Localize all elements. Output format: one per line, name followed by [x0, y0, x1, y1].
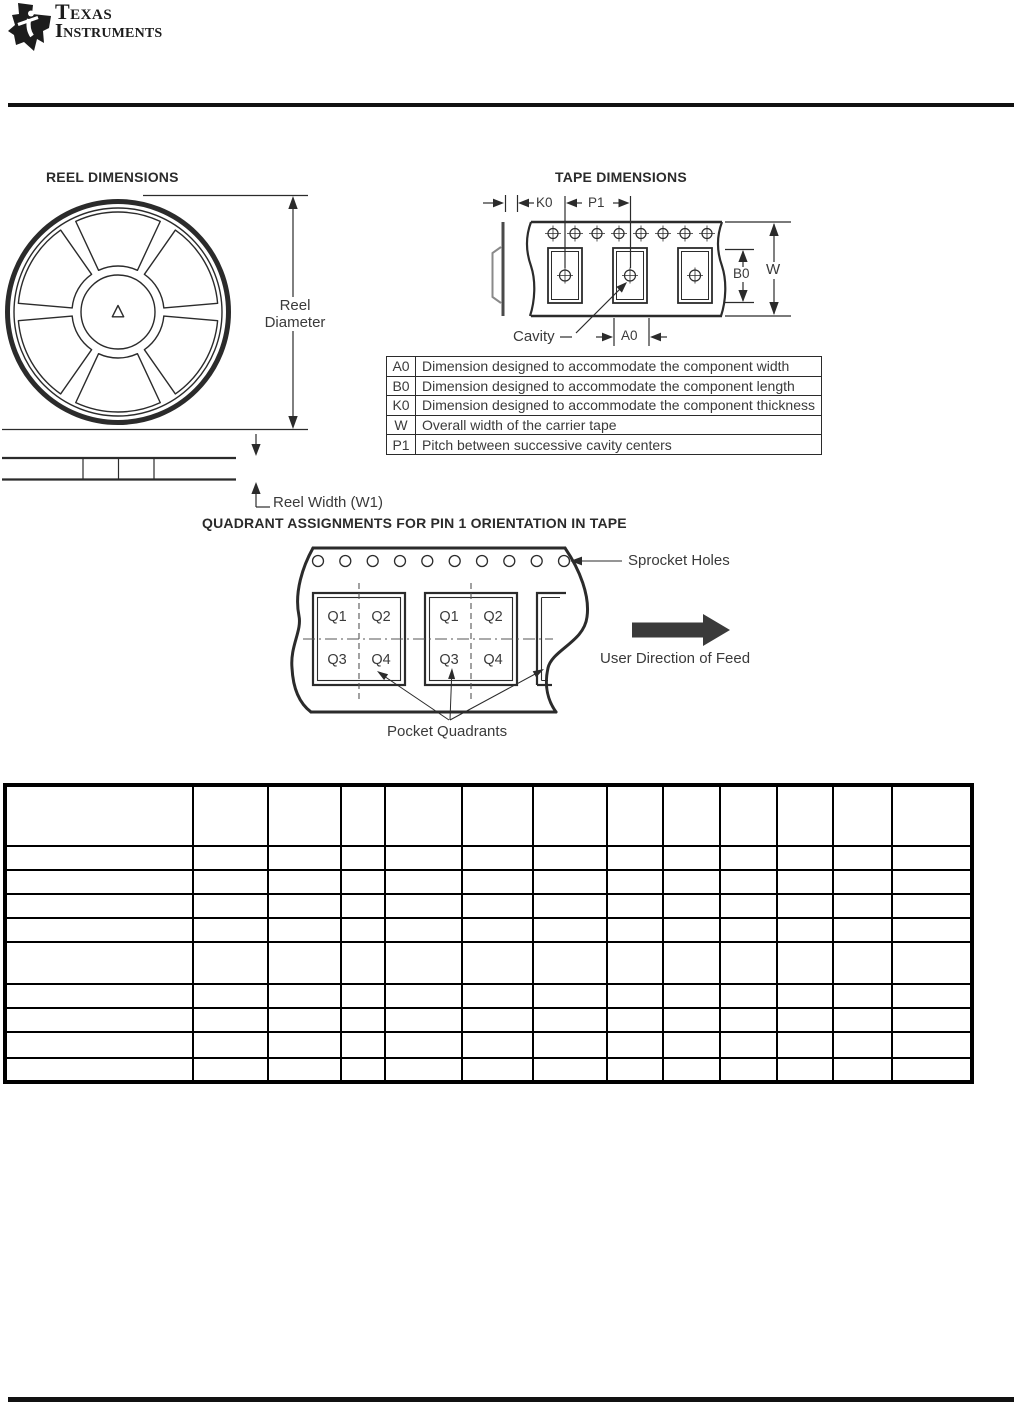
- spec-cell: [607, 1008, 663, 1032]
- pocket1-q2-label: Q2: [371, 609, 391, 625]
- pocket2-q2-label: Q2: [483, 609, 503, 625]
- reel-spoke-windows: [18, 212, 217, 412]
- spec-cell: [193, 1008, 268, 1032]
- spec-cell: [892, 894, 972, 918]
- spec-cell: [385, 1008, 462, 1032]
- spec-cell: [607, 894, 663, 918]
- spec-cell: [663, 870, 720, 894]
- definition-term: W: [387, 415, 416, 435]
- spec-cell: [777, 942, 833, 984]
- spec-cell: [341, 846, 385, 870]
- spec-cell: [5, 1008, 193, 1032]
- spec-cell: [5, 1058, 193, 1082]
- spec-cell: [268, 1058, 341, 1082]
- spec-cell: [533, 870, 607, 894]
- spec-cell: [892, 1008, 972, 1032]
- definition-text: Overall width of the carrier tape: [416, 415, 822, 435]
- footer-divider: [8, 1397, 1014, 1402]
- spec-cell: [533, 894, 607, 918]
- spec-header-cell: [341, 785, 385, 846]
- reel-side-view: [2, 434, 270, 507]
- spec-cell: [720, 1008, 777, 1032]
- reel-diameter-line2: Diameter: [264, 314, 326, 331]
- spec-cell: [607, 984, 663, 1008]
- quadrant-diagram: [292, 548, 730, 720]
- spec-cell: [268, 846, 341, 870]
- spec-header-cell: [462, 785, 533, 846]
- spec-cell: [777, 1032, 833, 1058]
- spec-cell: [663, 984, 720, 1008]
- spec-cell: [268, 870, 341, 894]
- pocket2-q3-label: Q3: [439, 652, 459, 668]
- reel-diameter-line1: Reel: [279, 297, 311, 314]
- sprocket-holes-label: Sprocket Holes: [628, 552, 730, 569]
- spec-cell: [533, 1058, 607, 1082]
- reel-diameter-label: [258, 297, 332, 331]
- spec-cell: [268, 1008, 341, 1032]
- pocket1-q1-label: Q1: [327, 609, 347, 625]
- spec-header-cell: [268, 785, 341, 846]
- k0-label: K0: [536, 195, 553, 210]
- pocket1-q4-label: Q4: [371, 652, 391, 668]
- spec-cell: [720, 1032, 777, 1058]
- spec-cell: [462, 894, 533, 918]
- spec-cell: [533, 942, 607, 984]
- pocket1-q3-label: Q3: [327, 652, 347, 668]
- spec-cell: [833, 942, 892, 984]
- sprocket-holes-pointer: [570, 557, 622, 566]
- spec-cell: [833, 870, 892, 894]
- spec-cell: [385, 894, 462, 918]
- spec-cell: [385, 870, 462, 894]
- ti-logo-line1: Texas: [55, 0, 113, 24]
- spec-cell: [385, 1058, 462, 1082]
- spec-cell: [777, 870, 833, 894]
- spec-cell: [833, 846, 892, 870]
- ti-logo-line2: Instruments: [55, 20, 163, 42]
- definition-term: B0: [387, 376, 416, 396]
- spec-cell: [892, 846, 972, 870]
- definition-row: [387, 396, 822, 416]
- spec-cell: [607, 1032, 663, 1058]
- spec-cell: [268, 984, 341, 1008]
- spec-cell: [385, 846, 462, 870]
- spec-cell: [533, 846, 607, 870]
- spec-cell: [892, 1058, 972, 1082]
- spec-cell: [533, 1032, 607, 1058]
- quadrant-title: QUADRANT ASSIGNMENTS FOR PIN 1 ORIENTATION IN TAPE: [202, 515, 627, 531]
- spec-cell: [341, 1008, 385, 1032]
- spec-cell: [268, 894, 341, 918]
- spec-cell: [5, 1032, 193, 1058]
- header-divider: [8, 103, 1014, 107]
- spec-cell: [533, 984, 607, 1008]
- spec-cell: [341, 942, 385, 984]
- spec-cell: [607, 1058, 663, 1082]
- spec-cell: [663, 846, 720, 870]
- spec-cell: [341, 984, 385, 1008]
- definition-row: [387, 435, 822, 455]
- spec-cell: [777, 846, 833, 870]
- spec-header-cell: [5, 785, 193, 846]
- spec-cell: [720, 918, 777, 942]
- spec-row: [5, 870, 972, 894]
- spec-cell: [462, 942, 533, 984]
- spec-row: [5, 846, 972, 870]
- definition-term: K0: [387, 396, 416, 416]
- spec-cell: [663, 894, 720, 918]
- spec-header-cell: [607, 785, 663, 846]
- reel-width-label: Reel Width (W1): [273, 494, 384, 511]
- spec-cell: [268, 942, 341, 984]
- spec-cell: [462, 918, 533, 942]
- spec-row: [5, 1008, 972, 1032]
- spec-cell: [462, 846, 533, 870]
- definition-term: P1: [387, 435, 416, 455]
- tape-definitions-table: [386, 356, 822, 455]
- spec-cell: [663, 1032, 720, 1058]
- spec-cell: [720, 870, 777, 894]
- spec-cell: [777, 1058, 833, 1082]
- spec-cell: [341, 894, 385, 918]
- spec-cell: [892, 942, 972, 984]
- spec-cell: [533, 918, 607, 942]
- spec-cell: [892, 1032, 972, 1058]
- spec-cell: [193, 894, 268, 918]
- spec-cell: [341, 1032, 385, 1058]
- spec-cell: [833, 918, 892, 942]
- spec-cell: [720, 894, 777, 918]
- cavity-label: Cavity: [513, 328, 555, 345]
- spec-cell: [777, 984, 833, 1008]
- spec-cell: [833, 894, 892, 918]
- spec-cell: [663, 918, 720, 942]
- spec-cell: [833, 984, 892, 1008]
- spec-row: [5, 984, 972, 1008]
- spec-cell: [462, 1008, 533, 1032]
- quadrant-sprocket-holes: [313, 556, 570, 567]
- definition-term: A0: [387, 357, 416, 377]
- spec-cell: [892, 918, 972, 942]
- spec-cell: [720, 942, 777, 984]
- spec-cell: [777, 918, 833, 942]
- feed-direction-label: User Direction of Feed: [600, 650, 751, 667]
- spec-cell: [462, 870, 533, 894]
- spec-cell: [5, 870, 193, 894]
- spec-cell: [892, 870, 972, 894]
- spec-cell: [268, 918, 341, 942]
- spec-header-cell: [720, 785, 777, 846]
- spec-cell: [5, 894, 193, 918]
- spec-cell: [607, 942, 663, 984]
- spec-cell: [607, 870, 663, 894]
- spec-cell: [720, 1058, 777, 1082]
- definition-text: Dimension designed to accommodate the component width: [416, 357, 822, 377]
- definition-text: Dimension designed to accommodate the component length: [416, 376, 822, 396]
- spec-cell: [833, 1008, 892, 1032]
- spec-cell: [663, 1008, 720, 1032]
- spec-cell: [833, 1058, 892, 1082]
- spec-row: [5, 894, 972, 918]
- spec-cell: [268, 1032, 341, 1058]
- spec-cell: [720, 846, 777, 870]
- spec-cell: [385, 984, 462, 1008]
- spec-cell: [385, 942, 462, 984]
- b0-label: B0: [733, 266, 750, 281]
- spec-cell: [462, 1058, 533, 1082]
- spec-table: [3, 783, 974, 1084]
- definition-text: Pitch between successive cavity centers: [416, 435, 822, 455]
- p1-label: P1: [588, 195, 605, 210]
- spec-cell: [385, 918, 462, 942]
- reel-dimensions-title: REEL DIMENSIONS: [46, 169, 179, 185]
- spec-cell: [193, 870, 268, 894]
- spec-cell: [193, 942, 268, 984]
- ti-bug-icon: [8, 2, 52, 52]
- pocket-quadrants-label: Pocket Quadrants: [387, 723, 508, 740]
- spec-cell: [193, 984, 268, 1008]
- ti-logo-text: [55, 2, 162, 52]
- quadrant-tape-outline: [292, 548, 588, 712]
- spec-row: [5, 942, 972, 984]
- pocket2-q1-label: Q1: [439, 609, 459, 625]
- spec-header-cell: [385, 785, 462, 846]
- spec-cell: [193, 1058, 268, 1082]
- definition-row: [387, 415, 822, 435]
- spec-cell: [663, 1058, 720, 1082]
- spec-cell: [193, 846, 268, 870]
- tape-dimensions-title: TAPE DIMENSIONS: [555, 169, 687, 185]
- spec-cell: [193, 1032, 268, 1058]
- spec-cell: [892, 984, 972, 1008]
- feed-direction-arrow: [632, 614, 730, 646]
- spec-cell: [341, 1058, 385, 1082]
- spec-header-cell: [663, 785, 720, 846]
- spec-cell: [341, 870, 385, 894]
- spec-cell: [777, 1008, 833, 1032]
- definition-row: [387, 376, 822, 396]
- spec-header-cell: [777, 785, 833, 846]
- spec-cell: [462, 1032, 533, 1058]
- spec-table-body: [5, 785, 972, 1082]
- spec-cell: [5, 942, 193, 984]
- spec-cell: [462, 984, 533, 1008]
- w-label: W: [766, 261, 781, 278]
- spec-row: [5, 1058, 972, 1082]
- spec-header-cell: [533, 785, 607, 846]
- spec-row: [5, 1032, 972, 1058]
- spec-cell: [777, 894, 833, 918]
- spec-cell: [385, 1032, 462, 1058]
- spec-cell: [663, 942, 720, 984]
- spec-row: [5, 918, 972, 942]
- spec-cell: [607, 918, 663, 942]
- spec-cell: [607, 846, 663, 870]
- a0-label: A0: [621, 328, 638, 343]
- spec-cell: [720, 984, 777, 1008]
- spec-header-cell: [193, 785, 268, 846]
- spec-cell: [193, 918, 268, 942]
- spec-header-cell: [833, 785, 892, 846]
- spec-cell: [533, 1008, 607, 1032]
- ti-logo: [8, 2, 162, 52]
- pocket2-q4-label: Q4: [483, 652, 503, 668]
- spec-cell: [5, 918, 193, 942]
- spec-cell: [5, 846, 193, 870]
- spec-header-row: [5, 785, 972, 846]
- spec-header-cell: [892, 785, 972, 846]
- spec-cell: [833, 1032, 892, 1058]
- k0-dimension: [483, 195, 534, 212]
- spec-cell: [341, 918, 385, 942]
- definition-text: Dimension designed to accommodate the component thickness: [416, 396, 822, 416]
- definition-row: [387, 357, 822, 377]
- spec-cell: [5, 984, 193, 1008]
